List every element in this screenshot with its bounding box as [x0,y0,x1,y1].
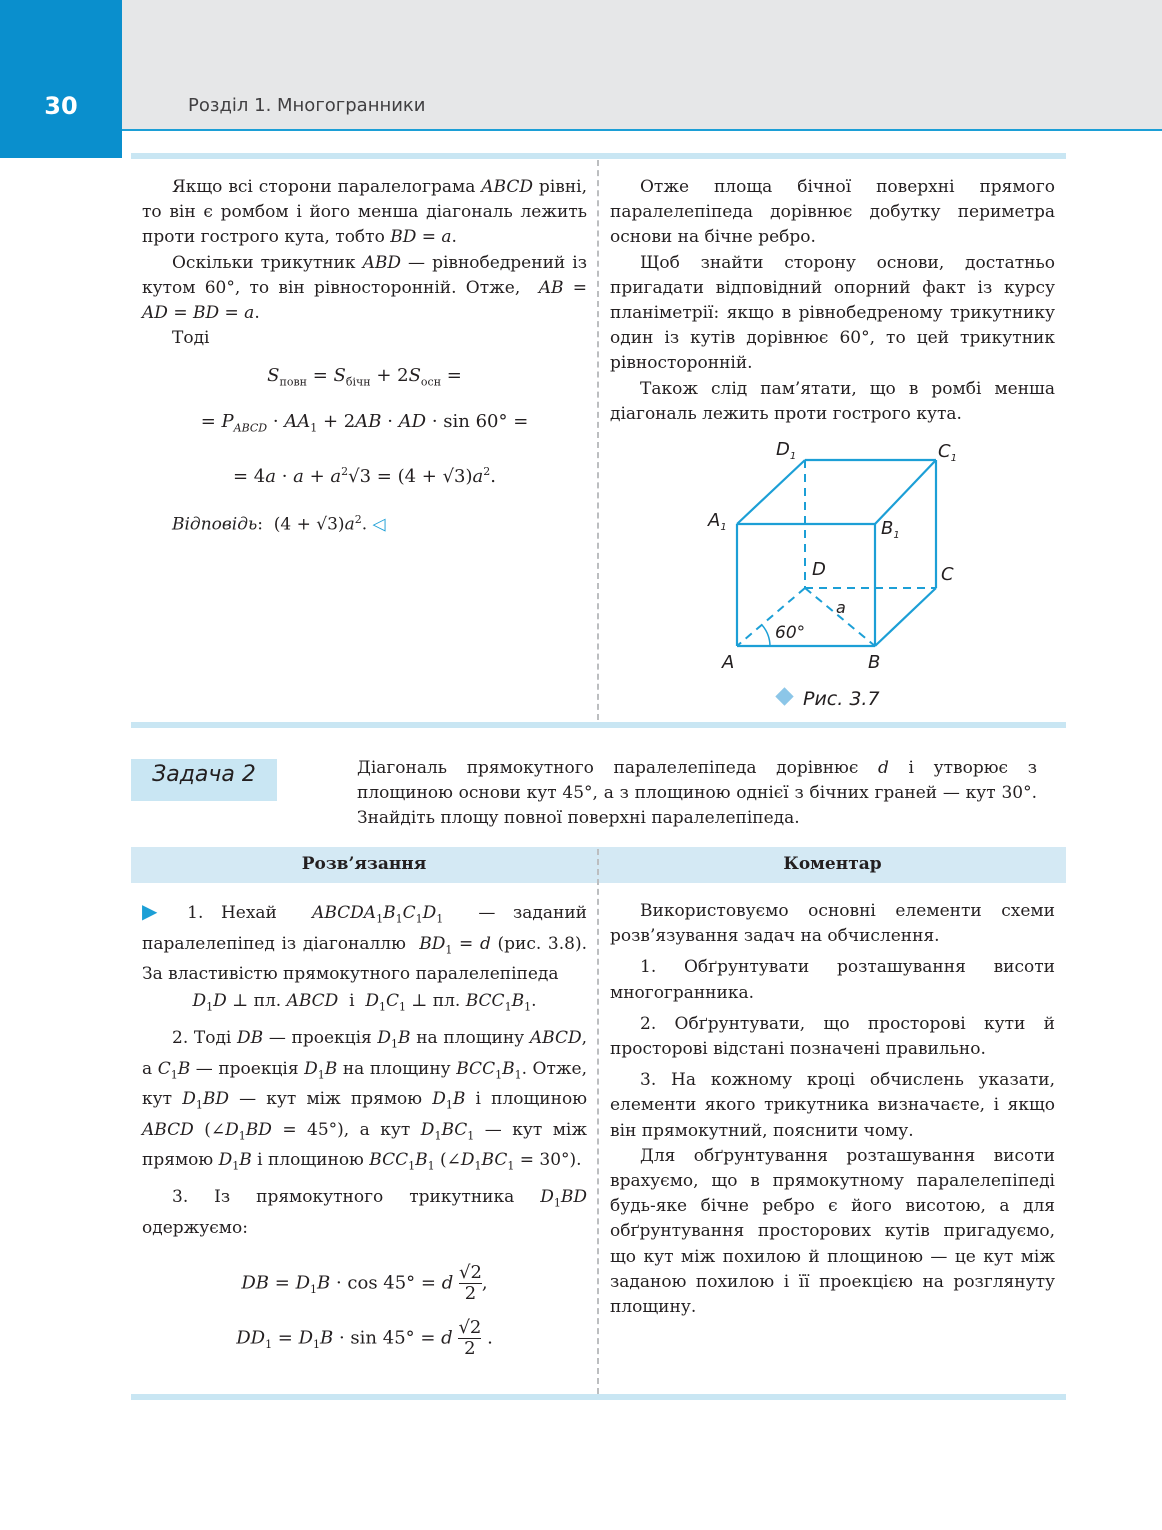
label-B: B [868,652,881,673]
comment-paragraph-5: Для обґрунтування розташування висоти врахуємо, що в прямокутному паралелепіпеді будь-яке бічне ребро є його висотою, а для обґрунтування просторових кутів пригадуємо, що кут між похилою й площиною — це кут між заданою похилою і її проекцією на розглянуту площину. [610,1145,1055,1318]
right-column [610,175,1055,427]
answer-label: Відповідь [172,514,258,535]
comment-column [610,899,1055,1320]
angle-arc [762,625,770,646]
equation-dd1: $DD_1 = D_1B \cdot \sin 45^\circ = d$ $\frac{√2}{2}$ . [236,1316,493,1359]
solution-step-2: 2. Тоді DB — проекція $D_1B$ на площину ABCD, а $C_1B$ — проекція $D_1B$ на площину $BCC_1B_1$. Отже, кут $D_1BD$ — кут між прямою $D_1B$ і площиною ABCD $(\angle D_1BD = 45^\circ)$, а кут $D_1BC_1$ — кут між прямою $D_1B$ і площиною $BCC_1B_1$ $(\angle D_1BC_1 = 30^\circ)$. [142,1027,588,1173]
equation-3: = $4a \cdot a + a^2√3 = (4 + √3)a^2$. [232,465,497,488]
cube-figure [690,430,980,680]
comment-paragraph-2: 1. Обґрунтувати розташування висоти многогранника. [610,957,1055,1003]
section-top-bar [131,153,1066,159]
solution-step-1: ▶ 1. Нехай $ABCDA_1B_1C_1D_1$ — заданий паралелепіпед із діагоналлю $BD_1 = d$ (рис. 3.8). За властивістю прямокутного паралелепіпеда [142,899,587,985]
play-triangle-icon: ▶ [142,899,170,923]
left-paragraph-3: Тоді [172,328,210,349]
label-A: A [722,652,735,673]
task-text: Діагональ прямокутного паралелепіпеда дорівнює d і утворює з площиною основи кут 45°, а з площиною однієї з бічних граней — кут 30°. Знайдіть площу повної поверхні паралелепіпеда. [357,758,1037,829]
cube-solid-edges [737,460,936,646]
header-band [0,0,1162,130]
figure-caption: Рис. 3.7 [778,688,880,710]
right-paragraph-3: Також слід пам’ятати, що в ромбі менша діагональ лежить проти гострого кута. [610,378,1055,424]
page-number: 30 [44,92,78,120]
column-divider [597,160,599,720]
table-header-comment: Коментар [783,854,882,874]
label-C: C [941,564,954,585]
solution-step-3: 3. Із прямокутного трикутника $D_1BD$ одержуємо: [142,1186,587,1238]
answer-line: Відповідь: $(4 + √3)a^2$. ◁ [172,513,386,535]
solution-column [142,899,587,1359]
chapter-title: Розділ 1. Многогранники [188,95,426,116]
equation-2: = $P_{ABCD} \cdot AA_1 + 2AB$ · AD · sin 60° = [200,411,529,435]
end-of-solution-icon: ◁ [372,514,386,535]
section-bottom-bar [131,1394,1066,1400]
cube-hidden-edges [737,460,936,646]
page-number-tab [0,0,122,158]
task-label: Задача 2 [152,762,256,787]
label-A1: $A_1$ [708,510,727,533]
left-paragraph-2: Оскільки трикутник ABD — рівнобедрений із кутом 60°, то він рівносторонній. Отже, AB = AD = BD = a. [142,252,588,324]
perpendicular-equation: $D_1D$ ⊥ пл. ABCD і $D_1C_1$ ⊥ пл. $BCC_1B_1$. [192,991,537,1014]
table-divider [597,849,599,1394]
comment-paragraph-4: 3. На кожному кроці обчислень указати, елементи якого трикутника визначаєте, і якщо він прямокутний, пояснити чому. [610,1070,1055,1141]
label-D: D [812,559,826,580]
comment-paragraph-1: Використовуємо основні елементи схеми розв’язування задач на обчислення. [610,901,1055,947]
diamond-icon [775,687,793,705]
label-angle: 60° [775,623,806,643]
section-separator-bar [131,722,1066,728]
right-paragraph-1: Отже площа бічної поверхні прямого паралелепіпеда дорівнює добутку периметра основи на бічне ребро. [610,177,1055,248]
left-column [142,175,587,538]
label-B1: $B_1$ [881,518,900,541]
comment-paragraph-3: 2. Обґрунтувати, що просторові кути й просторові відстані позначені правильно. [610,1013,1055,1060]
header-underline [122,129,1162,131]
left-paragraph-1: Якщо всі сторони паралелограма ABCD рівні, то він є ромбом і його менша діагональ лежить проти гострого кута, тобто BD = a. [142,177,587,248]
table-header-solution: Розв’язання [301,854,427,874]
label-a: a [836,598,846,617]
label-C1: $C_1$ [938,441,957,464]
equation-1: $S_{повн} = S_{бічн} + 2S_{осн}$ = [267,365,462,390]
equation-db: DB = $D_1B \cdot \cos 45^\circ = d$ $\frac{√2}{2}$ , [241,1261,488,1304]
right-paragraph-2: Щоб знайти сторону основи, достатньо пригадати відповідний опорний факт із курсу планіметрії: якщо в рівнобедреному трикутнику один із кутів дорівнює 60°, то цей трикутник рівносторонній. [610,252,1055,374]
label-D1: $D_1$ [776,439,797,462]
